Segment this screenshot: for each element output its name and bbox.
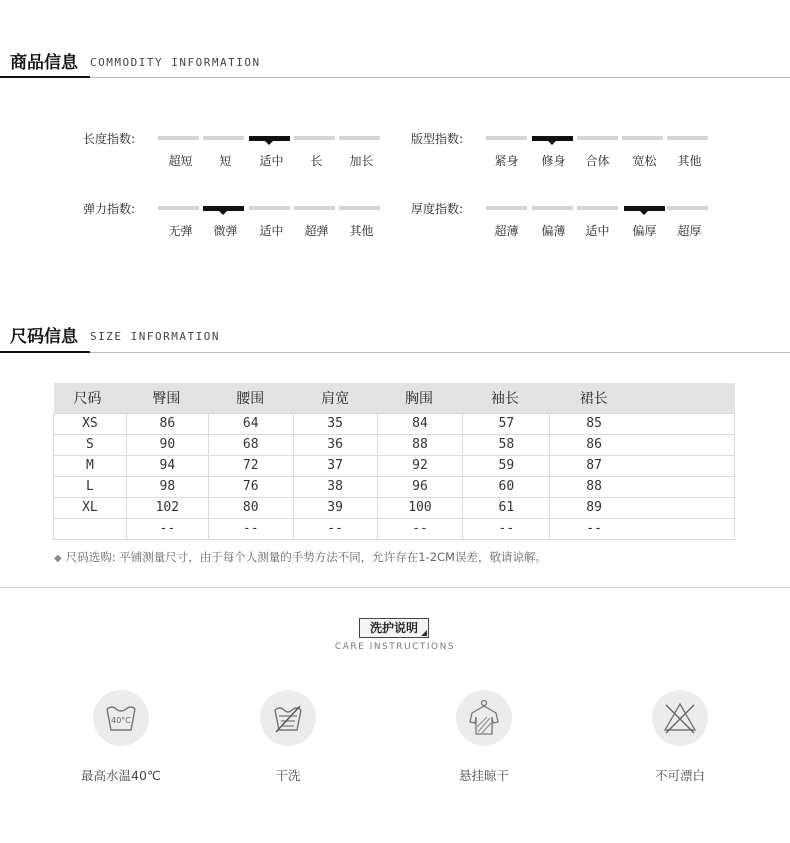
index-option: 超弹 <box>304 224 329 238</box>
table-cell: XS <box>54 413 127 434</box>
index-option: 适中 <box>259 154 284 168</box>
scale-segment-selected <box>624 206 665 211</box>
index-option: 无弹 <box>168 224 193 238</box>
scale-segment <box>294 136 335 140</box>
table-cell: 37 <box>293 455 377 476</box>
care-subtitle: CARE INSTRUCTIONS <box>334 642 456 652</box>
table-cell: S <box>54 434 127 455</box>
table-cell: 35 <box>293 413 377 434</box>
index-elasticity <box>83 200 383 240</box>
table-cell: 68 <box>208 434 293 455</box>
scale-segment-selected <box>249 136 290 141</box>
table-row <box>54 476 735 497</box>
table-cell: -- <box>208 518 293 539</box>
table-cell: 102 <box>126 497 208 518</box>
table-row <box>54 455 735 476</box>
table-cell: 58 <box>463 434 550 455</box>
index-option: 修身 <box>541 154 566 168</box>
table-cell <box>54 518 127 539</box>
table-cell: 86 <box>550 434 735 455</box>
table-header-cell: 胸围 <box>377 383 463 413</box>
index-option: 其他 <box>677 154 702 168</box>
table-cell: 90 <box>126 434 208 455</box>
index-option: 适中 <box>585 224 610 238</box>
wash-temp-text: 40°C <box>111 716 131 725</box>
table-cell: -- <box>377 518 463 539</box>
scale-segment <box>339 136 380 140</box>
scale-segment <box>249 206 290 210</box>
index-option: 合体 <box>585 154 610 168</box>
scale-segment <box>203 136 244 140</box>
header-accent-line <box>0 351 90 353</box>
table-header-cell: 臀围 <box>126 383 208 413</box>
no-bleach-icon <box>652 690 708 746</box>
scale-segment <box>667 136 708 140</box>
care-label: 干洗 <box>275 768 301 783</box>
section-divider <box>0 587 790 588</box>
commodity-title-en: COMMODITY INFORMATION <box>90 56 261 69</box>
table-cell: 85 <box>550 413 735 434</box>
table-header-cell: 腰围 <box>208 383 293 413</box>
size-header <box>0 322 790 354</box>
scale-segment <box>486 206 527 210</box>
corner-triangle-icon <box>421 630 427 636</box>
index-thickness <box>411 200 711 240</box>
table-cell: 96 <box>377 476 463 497</box>
table-cell: 80 <box>208 497 293 518</box>
table-cell: 72 <box>208 455 293 476</box>
header-accent-line <box>0 76 90 78</box>
size-title-en: SIZE INFORMATION <box>90 330 220 343</box>
tumble-dry-icon <box>260 690 316 746</box>
table-cell: XL <box>54 497 127 518</box>
care-label: 不可漂白 <box>654 768 705 783</box>
table-cell: 59 <box>463 455 550 476</box>
table-cell: 87 <box>550 455 735 476</box>
index-label: 版型指数: <box>411 132 464 146</box>
scale-segment <box>158 206 199 210</box>
size-note <box>54 549 547 565</box>
table-cell: -- <box>126 518 208 539</box>
size-title-cn: 尺码信息 <box>10 327 78 347</box>
index-length <box>83 130 383 170</box>
table-cell: 94 <box>126 455 208 476</box>
index-option: 适中 <box>259 224 284 238</box>
index-label: 弹力指数: <box>83 202 136 216</box>
care-label: 悬挂晾干 <box>458 768 509 783</box>
index-option: 其他 <box>349 224 374 238</box>
index-option: 宽松 <box>632 154 657 168</box>
table-cell: 64 <box>208 413 293 434</box>
table-cell: 92 <box>377 455 463 476</box>
table-cell: 86 <box>126 413 208 434</box>
table-cell: -- <box>550 518 735 539</box>
index-option: 紧身 <box>494 154 519 168</box>
table-header-row <box>54 383 735 413</box>
index-fit <box>411 130 711 170</box>
table-cell: 88 <box>377 434 463 455</box>
scale-segment <box>158 136 199 140</box>
scale-segment <box>339 206 380 210</box>
table-header-cell: 肩宽 <box>293 383 377 413</box>
index-label: 厚度指数: <box>411 202 464 216</box>
index-option: 短 <box>219 154 232 168</box>
index-option: 超薄 <box>494 224 519 238</box>
table-cell: 98 <box>126 476 208 497</box>
scale-segment-selected <box>532 136 573 141</box>
table-cell: -- <box>463 518 550 539</box>
commodity-title-cn: 商品信息 <box>10 53 78 73</box>
header-divider <box>0 77 790 78</box>
table-cell: 100 <box>377 497 463 518</box>
table-cell: M <box>54 455 127 476</box>
table-header-cell: 袖长 <box>463 383 550 413</box>
scale-segment <box>532 206 573 210</box>
scale-segment <box>294 206 335 210</box>
care-label: 最高水温40℃ <box>81 768 161 783</box>
table-row <box>54 434 735 455</box>
table-cell: L <box>54 476 127 497</box>
table-row <box>54 518 735 539</box>
table-header-cell: 尺码 <box>54 383 127 413</box>
index-option: 超厚 <box>677 224 702 238</box>
scale-segment <box>486 136 527 140</box>
table-cell: 61 <box>463 497 550 518</box>
index-label: 长度指数: <box>83 132 136 146</box>
index-option: 超短 <box>168 154 193 168</box>
table-cell: 39 <box>293 497 377 518</box>
index-option: 偏厚 <box>632 224 657 238</box>
table-cell: 76 <box>208 476 293 497</box>
size-note-text: 尺码选购: 平铺测量尺寸，由于每个人测量的手势方法不同，允许存在1-2CM误差，敬请谅解。 <box>65 550 547 564</box>
table-cell: 60 <box>463 476 550 497</box>
care-title: 洗护说明 <box>369 621 418 635</box>
table-cell: 36 <box>293 434 377 455</box>
table-row <box>54 497 735 518</box>
table-cell: -- <box>293 518 377 539</box>
scale-segment-selected <box>203 206 244 211</box>
table-cell: 89 <box>550 497 735 518</box>
diamond-bullet-icon: ◆ <box>54 553 62 564</box>
size-table <box>53 383 735 540</box>
index-option: 偏薄 <box>541 224 566 238</box>
table-cell: 84 <box>377 413 463 434</box>
index-option: 加长 <box>349 154 374 168</box>
scale-segment <box>667 206 708 210</box>
wash-40c-icon <box>93 690 149 746</box>
table-row <box>54 413 735 434</box>
scale-segment <box>622 136 663 140</box>
index-option: 微弹 <box>213 224 238 238</box>
scale-segment <box>577 136 618 140</box>
scale-segment <box>577 206 618 210</box>
hang-dry-icon <box>456 690 512 746</box>
table-cell: 38 <box>293 476 377 497</box>
commodity-header <box>0 48 790 80</box>
table-cell: 88 <box>550 476 735 497</box>
table-cell: 57 <box>463 413 550 434</box>
care-title-badge <box>359 618 429 638</box>
index-option: 长 <box>310 154 323 168</box>
header-divider <box>0 352 790 353</box>
table-header-cell: 裙长 <box>550 383 735 413</box>
